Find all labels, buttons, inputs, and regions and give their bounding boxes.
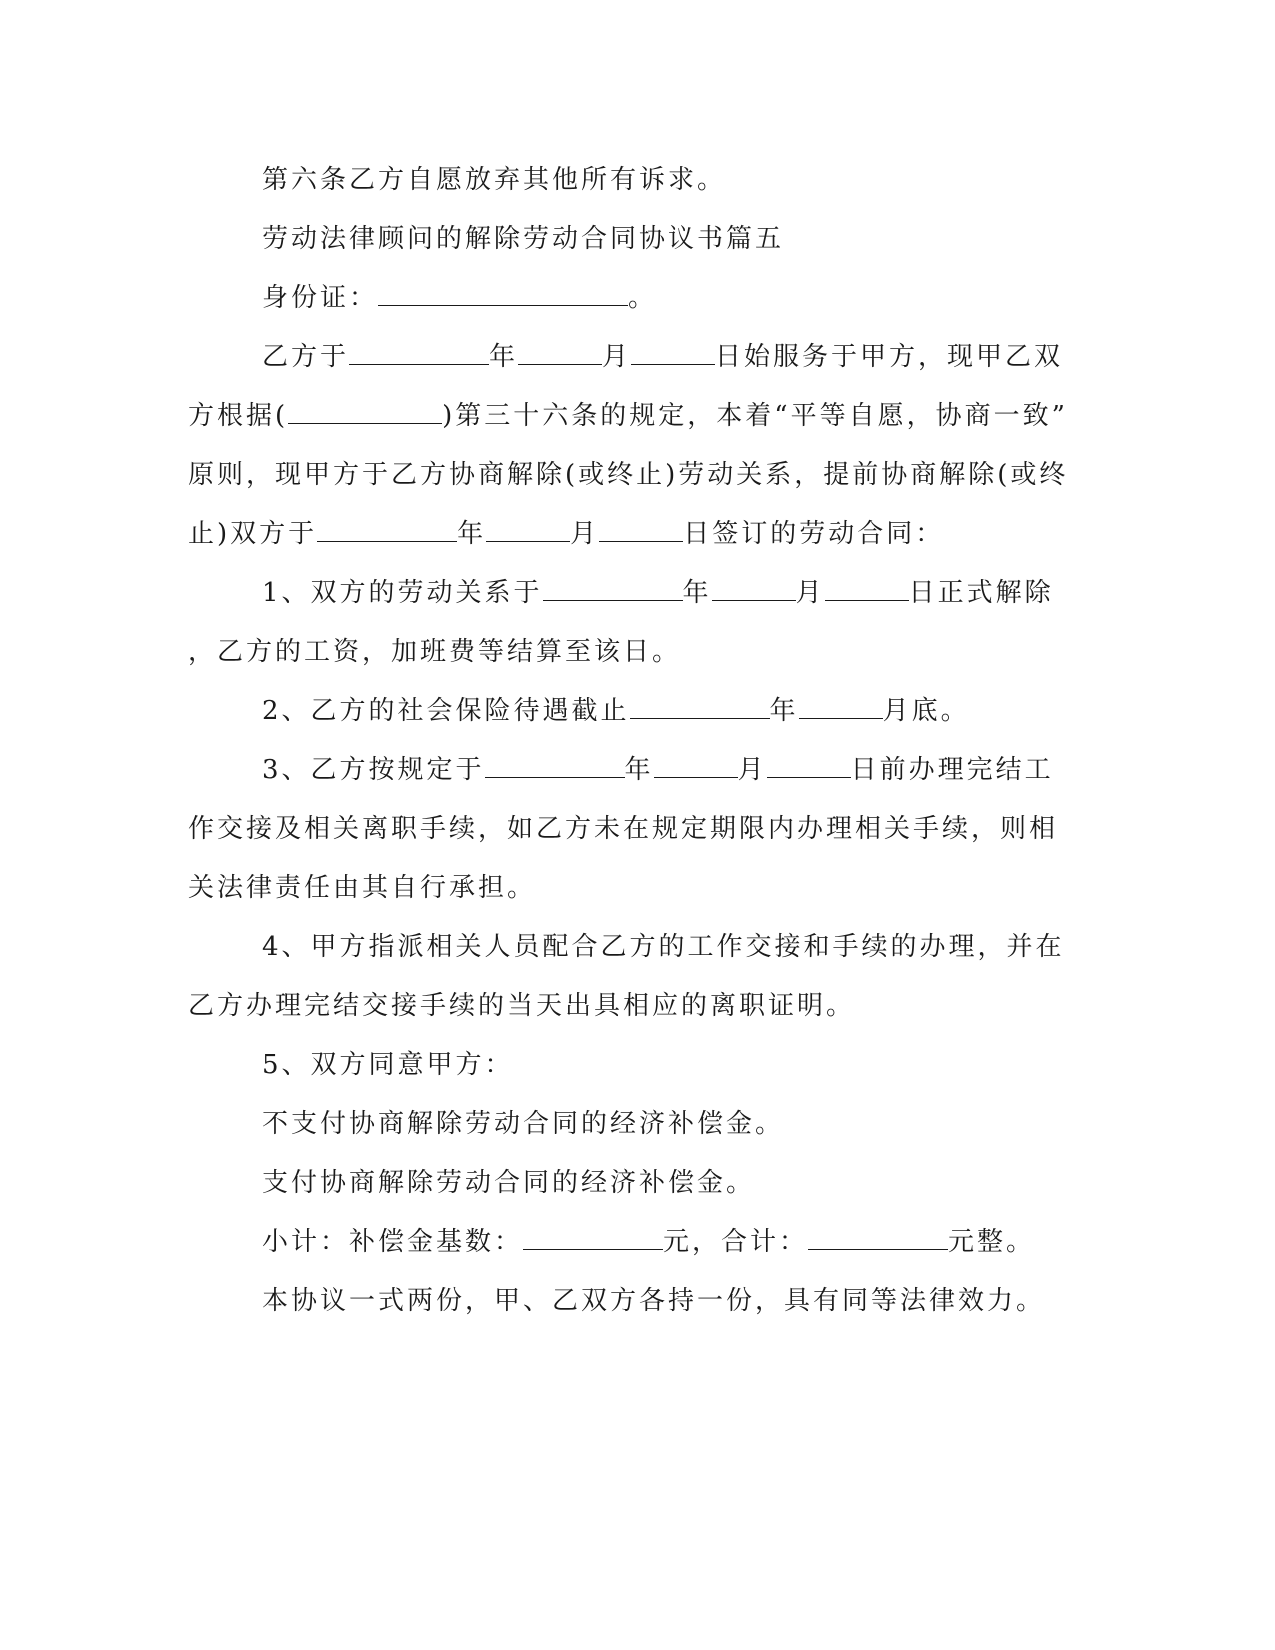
total-amount-blank	[808, 1225, 948, 1250]
principle-line: 原则，现甲方于乙方协商解除(或终止)劳动关系，提前协商解除(或终	[188, 460, 1069, 490]
clause-1-line: 1、双方的劳动关系于 年 月 日正式解除	[262, 578, 1054, 608]
year-blank	[349, 340, 489, 365]
year-blank	[485, 753, 625, 778]
clause-4-line: 4、甲方指派相关人员配合乙方的工作交接和手续的办理，并在	[262, 932, 1065, 962]
month-blank	[712, 576, 796, 601]
day-blank	[599, 517, 683, 542]
copies-clause: 本协议一式两份，甲、乙双方各持一份，具有同等法律效力。	[262, 1286, 1046, 1316]
day-blank	[631, 340, 715, 365]
section-heading: 劳动法律顾问的解除劳动合同协议书篇五	[262, 224, 785, 254]
month-blank	[799, 694, 883, 719]
clause-3-continuation-1: 作交接及相关离职手续，如乙方未在规定期限内办理相关手续，则相	[188, 814, 1059, 844]
clause-3-line: 3、乙方按规定于 年 月 日前办理完结工	[262, 755, 1054, 785]
year-blank	[317, 517, 457, 542]
compensation-subtotal-line: 小计：补偿金基数： 元，合计： 元整。	[262, 1227, 1036, 1257]
day-blank	[825, 576, 909, 601]
legal-basis-line: 方根据( )第三十六条的规定，本着“平等自愿，协商一致”	[188, 401, 1068, 431]
clause-5-line: 5、双方同意甲方：	[262, 1050, 514, 1080]
base-amount-blank	[523, 1225, 663, 1250]
clause-4-continuation: 乙方办理完结交接手续的当天出具相应的离职证明。	[188, 991, 856, 1021]
paragraph-article-six: 第六条乙方自愿放弃其他所有诉求。	[262, 165, 727, 195]
year-blank	[630, 694, 770, 719]
clause-1-continuation: ，乙方的工资，加班费等结算至该日。	[188, 637, 682, 667]
service-start-line: 乙方于 年 月 日始服务于甲方，现甲乙双	[262, 342, 1064, 372]
option-no-compensation: 不支付协商解除劳动合同的经济补偿金。	[262, 1109, 785, 1139]
year-blank	[543, 576, 683, 601]
clause-2-line: 2、乙方的社会保险待遇截止 年 月底。	[262, 696, 970, 726]
law-name-blank	[288, 399, 442, 424]
option-pay-compensation: 支付协商解除劳动合同的经济补偿金。	[262, 1168, 756, 1198]
contract-date-line: 止)双方于 年 月 日签订的劳动合同：	[188, 519, 945, 549]
month-blank	[518, 340, 602, 365]
id-card-blank	[378, 281, 628, 306]
day-blank	[767, 753, 851, 778]
month-blank	[486, 517, 570, 542]
id-card-line: 身份证： 。	[262, 283, 658, 313]
month-blank	[654, 753, 738, 778]
clause-3-continuation-2: 关法律责任由其自行承担。	[188, 873, 537, 903]
